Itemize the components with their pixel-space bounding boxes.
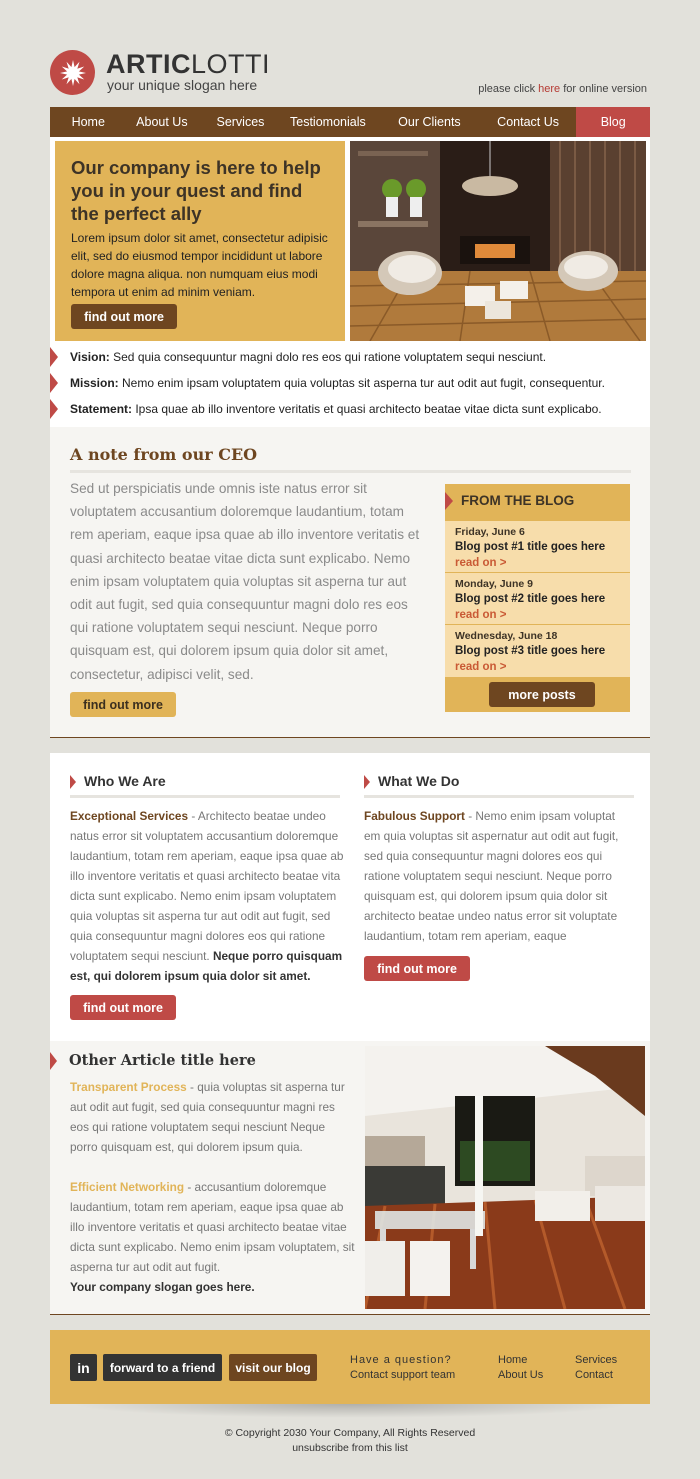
visit-our-blog-button[interactable]: visit our blog — [229, 1354, 317, 1381]
bullet-arrow-icon — [50, 1052, 57, 1070]
hero-title: Our company is here to help you in your quest and find the perfect ally — [71, 157, 321, 224]
more-posts-button[interactable]: more posts — [489, 682, 595, 707]
blog-post — [445, 521, 630, 573]
who-we-are-title: Who We Are — [70, 773, 166, 789]
blog-header: FROM THE BLOG — [445, 484, 630, 521]
ceo-title: A note from our CEO — [70, 445, 258, 464]
bullet-arrow-icon — [364, 775, 370, 789]
footer-link-about-us[interactable]: About Us — [498, 1369, 544, 1381]
nav-about-us[interactable]: About Us — [136, 115, 188, 129]
contact-support-link[interactable]: Contact support team — [350, 1369, 456, 1381]
bullet-arrow-icon — [445, 492, 453, 510]
hero-interior-image — [350, 141, 646, 341]
company-statement: Statement: Ipsa quae ab illo inventore veritatis et quasi architecto beatae vitae dicta sunt explicabo. — [50, 399, 650, 419]
blog-post-date: Wednesday, June 18 — [455, 630, 558, 642]
ceo-text: Sed ut perspiciatis unde omnis iste natus error sit voluptatem accusantium doloremque laudantium, totam rem aperiam, eaque ipsa quae ab illo inventore veritatis et quasi architecto beatae vitae dicta sunt explicabo. Nemo enim ipsam voluptatem quia voluptas sit asperna tur aut odit aut fugit, sed quia consequuntur magni dolo res eos qui ratione voluptatem sequi nesciunt. Neque porro quisquam est, qui dolorem ipsum quia dolor sit amet, consectetur, adipisci velit, sed. — [70, 481, 420, 682]
blog-post — [445, 625, 630, 677]
blog-post-date: Monday, June 9 — [455, 578, 533, 590]
blog-read-on-link[interactable]: read on > — [455, 661, 507, 673]
footer-link-contact[interactable]: Contact — [575, 1369, 613, 1381]
what-we-do-text: Fabulous Support - Nemo enim ipsam voluptat em quia voluptas sit aspernatur aut odit aut fugit, sed quia consequuntur magni dolores eos qui ratione voluptatem sequi nesciunt. Neque porro quisquam est, qui dolorem ipsum quia dolor sit architecto beatae undeo natus error sit voluptate laudantium, totam rem aperiam, eaque — [364, 809, 619, 943]
blog-post-title[interactable]: Blog post #3 title goes here — [455, 645, 606, 657]
what-find-out-more-button[interactable]: find out more — [364, 956, 470, 981]
blog-post-title[interactable]: Blog post #2 title goes here — [455, 593, 606, 605]
ceo-find-out-more-button[interactable]: find out more — [70, 692, 176, 717]
bullet-arrow-icon — [70, 775, 76, 789]
article-text: Transparent Process - quia voluptas sit asperna tur aut odit aut fugit, sed quia consequuntur magni res eos qui ratione voluptatem sequi nesciunt Neque porro quisquam est, qui dolorem ipsum quia. Efficient Networking - accusantium doloremque laudantium, totam rem aperiam, eaque ipsa quae ab illo inventore veritatis et quasi architecto beatae vitae dicta sunt explicabo. Nemo enim ipsam voluptatem, sit asperna tur aut odit aut fugit. Your company slogan goes here. — [70, 1080, 355, 1294]
who-find-out-more-button[interactable]: find out more — [70, 995, 176, 1020]
logo-slogan: your unique slogan here — [107, 77, 258, 93]
mission-statement: Mission: Nemo enim ipsam voluptatem quia voluptas sit asperna tur aut odit aut fugit, consequentur. — [50, 373, 650, 393]
online-version-link[interactable]: here — [538, 83, 561, 95]
footer-link-services[interactable]: Services — [575, 1354, 618, 1366]
copyright: © Copyright 2030 Your Company, All Rights Reserved — [224, 1427, 476, 1439]
bullet-arrow-icon — [50, 347, 58, 367]
nav-home[interactable]: Home — [71, 115, 105, 129]
divider — [70, 795, 340, 798]
bullet-arrow-icon — [50, 399, 58, 419]
blog-read-on-link[interactable]: read on > — [455, 557, 507, 569]
blog-post-date: Friday, June 6 — [455, 526, 525, 538]
blog-read-on-link[interactable]: read on > — [455, 609, 507, 621]
article-title: Other Article title here — [69, 1052, 256, 1069]
nav-blog[interactable]: Blog — [576, 107, 650, 137]
vision-statement: Vision: Sed quia consequuntur magni dolo res eos qui ratione voluptatem sequi nesciunt. — [50, 347, 650, 367]
logo-wordmark: ARTICLOTTI — [106, 49, 271, 79]
online-version-notice: please click here for online version — [478, 83, 647, 95]
nav-contact-us[interactable]: Contact Us — [497, 115, 560, 129]
what-we-do-title: What We Do — [364, 773, 459, 789]
forward-to-friend-button[interactable]: forward to a friend — [103, 1354, 222, 1381]
who-we-are-text: Exceptional Services - Architecto beatae undeo natus error sit voluptatem accusantium doloremque laudantium, totam rem aperiam, eaque ipsa quae ab illo inventore veritatis et quasi architecto beatae vita dicta sunt explicabo. Nemo enim ipsam voluptatem quia voluptas sit asperna tur aut odit aut fugit, sed quia consequuntur magni dolores eos qui ratione voluptatem sequi nesciunt. Neque porro quisquam est, qui dolorem ipsum quia dolor sit amet. — [70, 809, 344, 983]
logo-icon — [50, 50, 95, 95]
blog-box — [445, 484, 630, 712]
nav-services[interactable]: Services — [216, 115, 265, 129]
unsubscribe-link[interactable]: unsubscribe from this list — [292, 1442, 408, 1454]
footer-shadow — [70, 1404, 630, 1418]
bullet-arrow-icon — [50, 373, 58, 393]
footer-question: Have a question? — [350, 1354, 452, 1366]
nav-testimonials[interactable]: Testiomonials — [290, 115, 366, 129]
hero-find-out-more-button[interactable]: find out more — [71, 304, 177, 329]
linkedin-icon[interactable]: in — [70, 1354, 97, 1381]
divider — [364, 795, 634, 798]
blog-post-title[interactable]: Blog post #1 title goes here — [455, 541, 606, 553]
nav-our-clients[interactable]: Our Clients — [398, 115, 461, 129]
divider — [70, 470, 631, 473]
footer-link-home[interactable]: Home — [498, 1354, 528, 1366]
hero-text: Lorem ipsum dolor sit amet, consectetur adipisic elit, sed do eiusmod tempor incididunt ut labore dolore magna aliqua. non numquam eius modi tempora ut enim ad minim veniam. — [71, 231, 328, 299]
blog-post — [445, 573, 630, 625]
article-interior-image — [365, 1046, 645, 1309]
main-nav — [50, 107, 650, 137]
